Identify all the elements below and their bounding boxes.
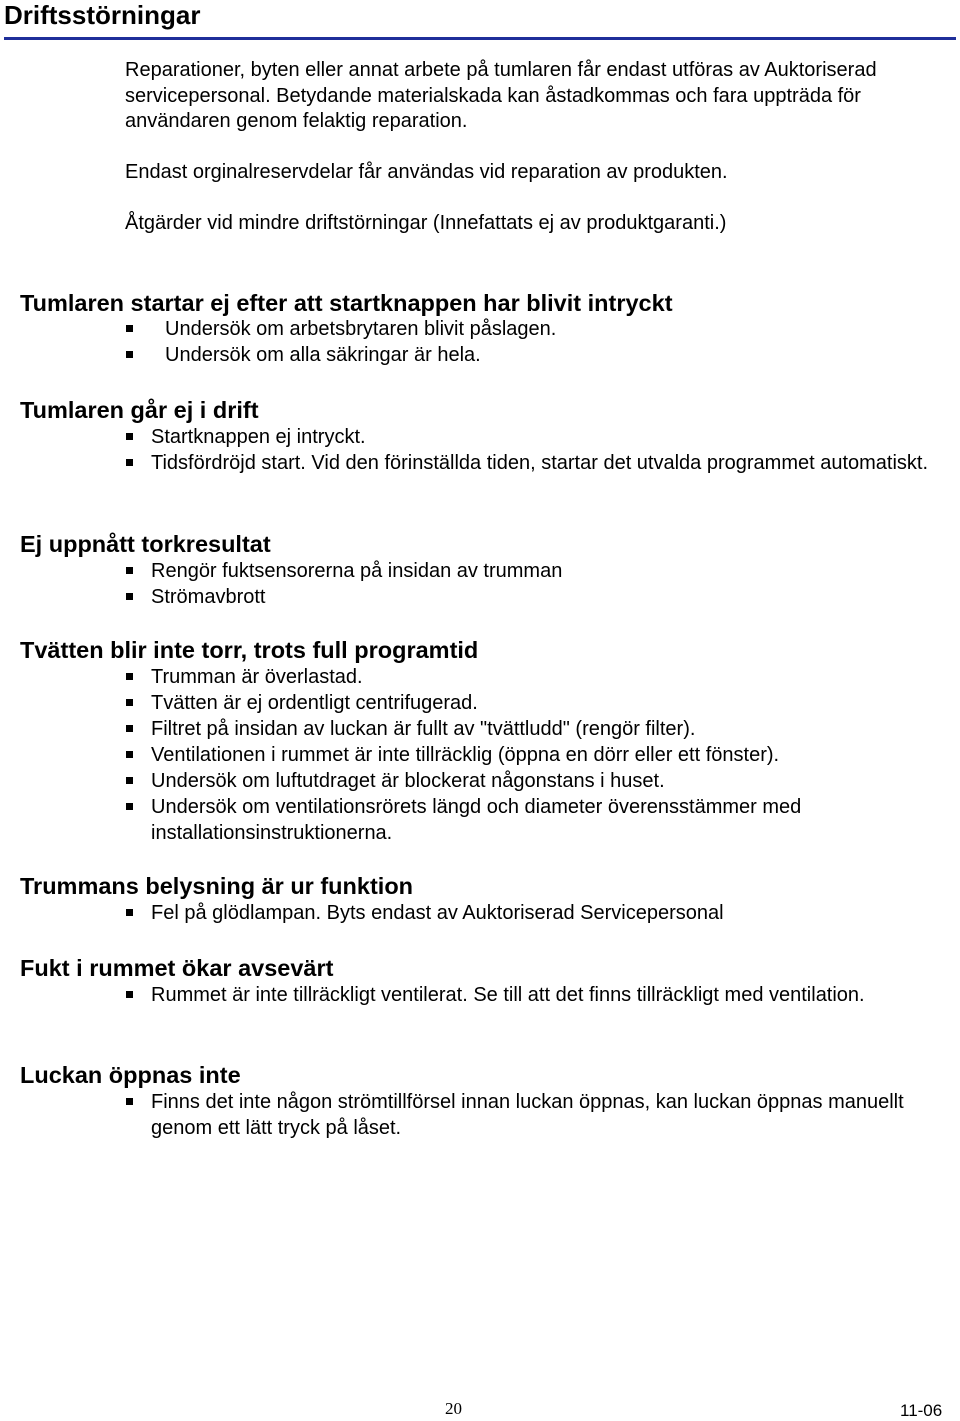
section-heading: Tvätten blir inte torr, trots full programtid bbox=[20, 637, 479, 663]
date-code: 11-06 bbox=[900, 1401, 943, 1420]
intro-measures-paragraph: Åtgärder vid mindre driftstörningar (Innefattats ej av produktgaranti.) bbox=[125, 212, 727, 234]
section-laundry-not-dry bbox=[20, 636, 940, 846]
list-item: Finns det inte någon strömtillförsel innan luckan öppnas, kan luckan öppnas manuellt genom ett lätt tryck på låset. bbox=[20, 1089, 940, 1141]
section-heading: Tumlaren startar ej efter att startknappen har blivit intryckt bbox=[20, 290, 673, 316]
page-number: 20 bbox=[445, 1399, 462, 1418]
list-item: Undersök om alla säkringar är hela. bbox=[20, 342, 940, 368]
list-item: Rummet är inte tillräckligt ventilerat. Se till att det finns tillräckligt med ventilation. bbox=[20, 982, 940, 1008]
section-heading: Fukt i rummet ökar avsevärt bbox=[20, 955, 334, 981]
section-not-running bbox=[20, 396, 940, 476]
list-item: Strömavbrott bbox=[20, 584, 940, 610]
list-item: Rengör fuktsensorerna på insidan av trumman bbox=[20, 558, 940, 584]
section-heading: Trummans belysning är ur funktion bbox=[20, 873, 414, 899]
list-item: Undersök om arbetsbrytaren blivit påslagen. bbox=[20, 316, 940, 342]
list-item: Filtret på insidan av luckan är fullt av "tvättludd" (rengör filter). bbox=[20, 716, 940, 742]
list-item: Trumman är överlastad. bbox=[20, 664, 940, 690]
section-room-humidity bbox=[20, 954, 940, 1008]
list-item: Undersök om ventilationsrörets längd och diameter överensstämmer med installationsinstruktionerna. bbox=[20, 794, 940, 846]
section-drum-light bbox=[20, 872, 940, 926]
list-item: Tvätten är ej ordentligt centrifugerad. bbox=[20, 690, 940, 716]
intro-block bbox=[125, 58, 905, 237]
intro-warning-paragraph: Reparationer, byten eller annat arbete på tumlaren får endast utföras av Auktoriserad servicepersonal. Betydande materialskada kan åstadkommas och fara uppträda för användaren genom felaktig reparation. bbox=[125, 59, 877, 132]
section-heading: Ej uppnått torkresultat bbox=[20, 531, 271, 557]
section-door-not-opening bbox=[20, 1061, 940, 1141]
list-item: Ventilationen i rummet är inte tillräcklig (öppna en dörr eller ett fönster). bbox=[20, 742, 940, 768]
title-divider bbox=[4, 37, 956, 40]
list-item: Startknappen ej intryckt. bbox=[20, 424, 940, 450]
page-title: Driftsstörningar bbox=[4, 0, 201, 30]
list-item: Tidsfördröjd start. Vid den förinställda tiden, startar det utvalda programmet automatiskt. bbox=[20, 450, 940, 476]
list-item: Undersök om luftutdraget är blockerat någonstans i huset. bbox=[20, 768, 940, 794]
intro-spare-parts-paragraph: Endast orginalreservdelar får användas vid reparation av produkten. bbox=[125, 160, 728, 183]
list-item: Fel på glödlampan. Byts endast av Auktoriserad Servicepersonal bbox=[20, 900, 940, 926]
section-drying-result bbox=[20, 530, 940, 610]
section-heading: Luckan öppnas inte bbox=[20, 1062, 241, 1088]
section-no-start bbox=[20, 289, 940, 368]
section-heading: Tumlaren går ej i drift bbox=[20, 397, 259, 423]
